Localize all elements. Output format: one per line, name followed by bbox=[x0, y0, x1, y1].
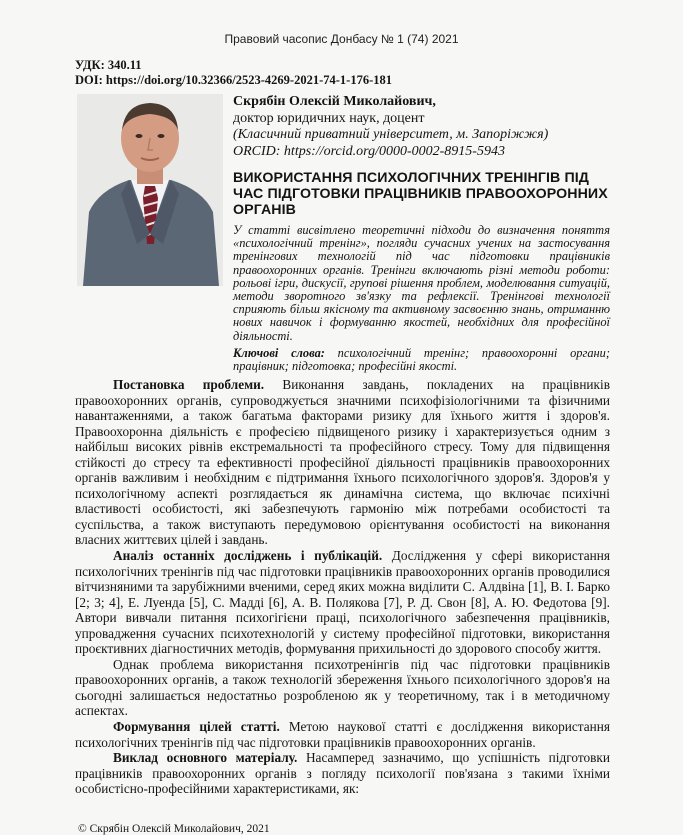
author-degree: доктор юридичних наук, доцент bbox=[233, 110, 425, 126]
paragraph-text: Метою наукової статті є дослідження використання психологічних тренінгів під час підготовки працівників правоохоронних органів. bbox=[75, 719, 610, 750]
section-heading: Виклад основного матеріалу. bbox=[113, 750, 298, 766]
author-block bbox=[233, 94, 613, 160]
author-orcid[interactable]: ORCID: https://orcid.org/0000-0002-8915-5943 bbox=[233, 143, 505, 159]
author-portrait-image bbox=[77, 94, 223, 286]
body-paragraph bbox=[75, 377, 610, 548]
paragraph-text: Однак проблема використання психотренінгів під час підготовки працівників правоохоронних органів, а також технологій збереження їхнього психологічного здоров'я на сьогодні залишається недостатньо розробленою як у теоретичному, так і в методичному аспектах. bbox=[75, 656, 610, 719]
paragraph-text: Дослідження у сфері використання психологічних тренінгів під час підготовки працівників правоохоронних органів проводилися вітчизняними та зарубіжними вченими, серед яких можна виділити С. Алдвіна [1], В. І. Барко [2; 3; 4], Е. Луенда [5], С. Мадді [6], А. В. Полякова [7], Р. Д. Свон [8], А. Ю. Федотова [9]. Автори вивчали питання психогігієни праці, психологічного забезпечення працівників, упровадження сучасних психотехнологій у систему професійної підготовки, використання проєктивних діагностичних методів, формування прихильності до здорового способу життя. bbox=[75, 548, 610, 657]
body-paragraph bbox=[75, 719, 610, 750]
keywords-list: психологічний тренінг; правоохоронні органи; працівник; підготовка; професійні якості. bbox=[233, 346, 610, 374]
article-title: ВИКОРИСТАННЯ ПСИХОЛОГІЧНИХ ТРЕНІНГІВ ПІД ЧАС ПІДГОТОВКИ ПРАЦІВНИКІВ ПРАВООХОРОННИХ ОРГАНІВ bbox=[233, 170, 608, 218]
author-name: Скрябін Олексій Миколайович, bbox=[233, 94, 436, 109]
paragraph-text: Насамперед зазначимо, що успішність підготовки працівників правоохоронних органів з погляду психології пов'язана з такими їхніми особистісно-професійними характеристиками, як: bbox=[75, 750, 610, 797]
keywords-label: Ключові слова: bbox=[233, 346, 325, 360]
article-body bbox=[75, 377, 610, 797]
section-heading: Формування цілей статті. bbox=[113, 719, 280, 735]
body-paragraph bbox=[75, 657, 610, 719]
journal-header: Правовий часопис Донбасу № 1 (74) 2021 bbox=[224, 32, 459, 46]
doi-link[interactable]: DOI: https://doi.org/10.32366/2523-4269-2021-74-1-176-181 bbox=[75, 73, 392, 87]
section-heading: Постановка проблеми. bbox=[113, 377, 265, 392]
copyright-footer: © Скрябін Олексій Миколайович, 2021 bbox=[78, 823, 270, 835]
section-heading: Аналіз останніх досліджень і публікацій. bbox=[113, 548, 383, 564]
article-meta bbox=[75, 58, 392, 88]
body-paragraph bbox=[75, 750, 610, 797]
author-photo bbox=[77, 94, 223, 286]
author-affiliation: (Класичний приватний університет, м. Запоріжжя) bbox=[233, 127, 549, 142]
article-abstract: У статті висвітлено теоретичні підходи до визначення поняття «психологічний тренінг», погляди сучасних учених на застосування тренінгових технологій під час підготовки працівників правоохоронних органів. Тренінги включають різні методи роботи: рольові ігри, дискусії, групові рішення проблем, моделювання ситуацій, методи зворотного зв'язку та рефлексії. Тренінгові технології сприяють більш якісному та активному засвоєнню знань, отриманню нових навичок і формуванню якостей, необхідних для професійної діяльності. bbox=[233, 223, 610, 343]
article-keywords bbox=[233, 347, 610, 373]
paragraph-text: Виконання завдань, покладених на працівників правоохоронних органів, супроводжується значними психофізіологічними та фізичними навантаженнями, а також багатьма факторами ризику для їхнього життя і здоров'я. Правоохоронна діяльність є професією підвищеного ризику і характеризується одним з найбільш високих рівнів екстремальності та професійного стресу. Тому для підвищення стійкості до стресу та ефективності професійної діяльності працівників правоохоронних органів важливим і необхідним є підтримання їхнього психологічного здоров'я. Здоров'я у психологічному аспекті розглядається як динамічна система, що включає психічні властивості особистості, які забезпечують гармонію між потребами особистості та суспільства, а також виступають передумовою орієнтування особистості на виконання власних життєвих цілей і завдань. bbox=[75, 377, 610, 548]
udc-code: УДК: 340.11 bbox=[75, 58, 142, 72]
body-paragraph bbox=[75, 548, 610, 657]
